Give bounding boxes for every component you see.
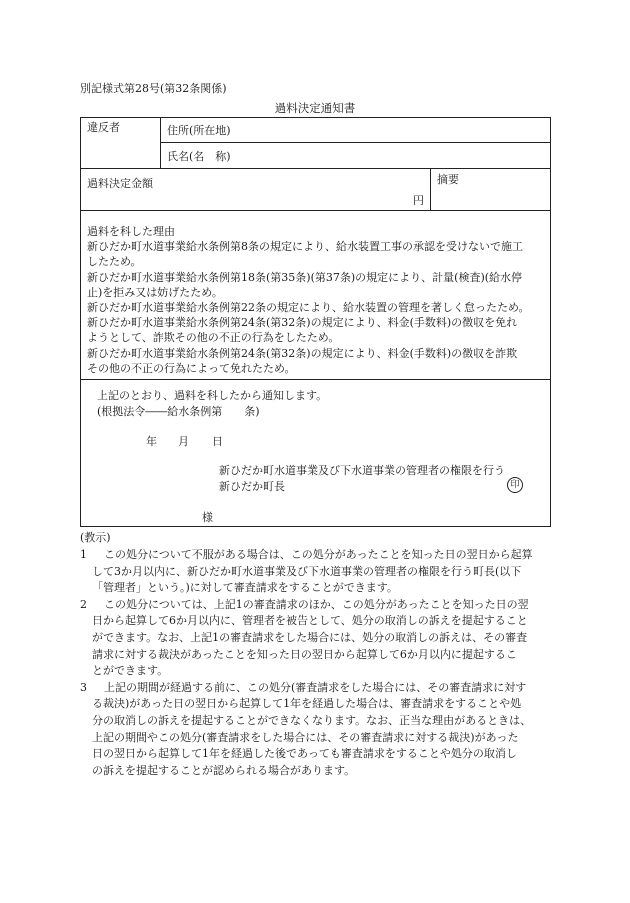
reason-line: 止)を拒み又は妨げたため。 (87, 285, 223, 299)
reason-line: その他の不正の行為によって免れたため。 (87, 361, 296, 375)
instruction-line: の訴えを提起することが認められる場合があります。 (92, 763, 356, 777)
reason-line: ようとして、詐欺その他の不正の行為をしたため。 (87, 331, 340, 345)
reasons-section (87, 224, 547, 376)
date-day: 日 (212, 435, 223, 448)
instruction-item (80, 597, 555, 680)
reason-line: 新ひだか町水道事業給水条例第24条(第32条)の規定により、料金(手数料)の徴収を免れ (87, 316, 518, 330)
instruction-line: 請求に対する裁決があったことを知った日の翌日から起算して6か月以内に提起するこ (92, 647, 517, 661)
instruction-line: とができます。 (92, 664, 169, 678)
instruction-number: 3 (80, 680, 87, 694)
date-month: 月 (178, 435, 189, 448)
form-number-label: 別記様式第28号(第32条関係) (80, 82, 227, 95)
yen-unit: 円 (413, 194, 424, 207)
reason-line: したため。 (87, 255, 142, 269)
instruction-line: この処分については、上記1の審査請求のほか、この処分があったことを知った日の翌 (104, 597, 529, 611)
instruction-line: 日から起算して6か月以内に、管理者を被告として、処分の取消しの訴えを提起すること (92, 614, 528, 628)
recipient-suffix: 様 (202, 511, 213, 524)
violator-label: 違反者 (87, 121, 120, 134)
instruction-line: 上記の期間が経過する前に、この処分(審査請求をした場合には、その審査請求に対す (104, 680, 527, 694)
instruction-line: 「管理者」という。)に対して審査請求をすることができます。 (92, 581, 398, 595)
seal-mark: 印 (507, 477, 523, 493)
reason-line: 新ひだか町水道事業給水条例第18条(第35条)(第37条)の規定により、計量(検査)(給水停 (87, 270, 523, 284)
reason-line: 新ひだか町水道事業給水条例第24条(第32条)の規定により、料金(手数料)の徴収を詐欺 (87, 346, 518, 360)
instruction-number: 1 (80, 548, 87, 561)
notice-statement: 上記のとおり、過料を科したから通知します。 (97, 389, 328, 402)
reason-line: 新ひだか町水道事業給水条例第22条の規定により、給水装置の管理を著しく怠ったため。 (87, 301, 530, 315)
instruction-item (80, 680, 555, 780)
remarks-label: 摘要 (437, 173, 459, 186)
instruction-line: この処分について不服がある場合は、この処分があったことを知った日の翌日から起算 (104, 548, 533, 561)
instruction-line: 日の翌日から起算して1年を経過した後であっても審査請求をすることや処分の取消し (92, 747, 517, 761)
instruction-line: る裁決)があった日の翌日から起算して1年を経過した場合は、審査請求をすることや処 (92, 697, 522, 711)
instructions-list (80, 547, 555, 779)
reasons-heading: 過料を科した理由 (87, 225, 175, 238)
reason-line: 新ひだか町水道事業給水条例第8条の規定により、給水装置工事の承認を受けないで施工 (87, 240, 523, 254)
legal-basis: (根拠法令――給水条例第 条) (97, 405, 260, 418)
instructions-heading: (教示) (80, 531, 111, 544)
instruction-line: ができます。なお、上記1の審査請求をした場合には、処分の取消しの訴えは、その審査 (92, 630, 528, 644)
instruction-line: 上記の期間やこの処分(審査請求をした場合には、その審査請求に対する裁決)があった (92, 730, 519, 744)
name-label: 氏名(名 称) (167, 150, 231, 163)
instruction-item (80, 547, 555, 597)
fine-amount-label: 過料決定金額 (87, 177, 153, 190)
instruction-number: 2 (80, 597, 87, 611)
document-title: 過料決定通知書 (274, 101, 356, 115)
issuer-name: 新ひだか町長 (219, 480, 285, 493)
address-label: 住所(所在地) (167, 124, 231, 137)
instruction-line: 分の取消しの訴えを提起することができなくなります。なお、正当な理由があるときは、 (92, 713, 532, 727)
issuer-title: 新ひだか町水道事業及び下水道事業の管理者の権限を行う (219, 464, 505, 477)
instruction-line: して3か月以内に、新ひだか町水道事業及び下水道事業の管理者の権限を行う町長(以下 (92, 564, 522, 578)
date-year: 年 (146, 435, 157, 448)
